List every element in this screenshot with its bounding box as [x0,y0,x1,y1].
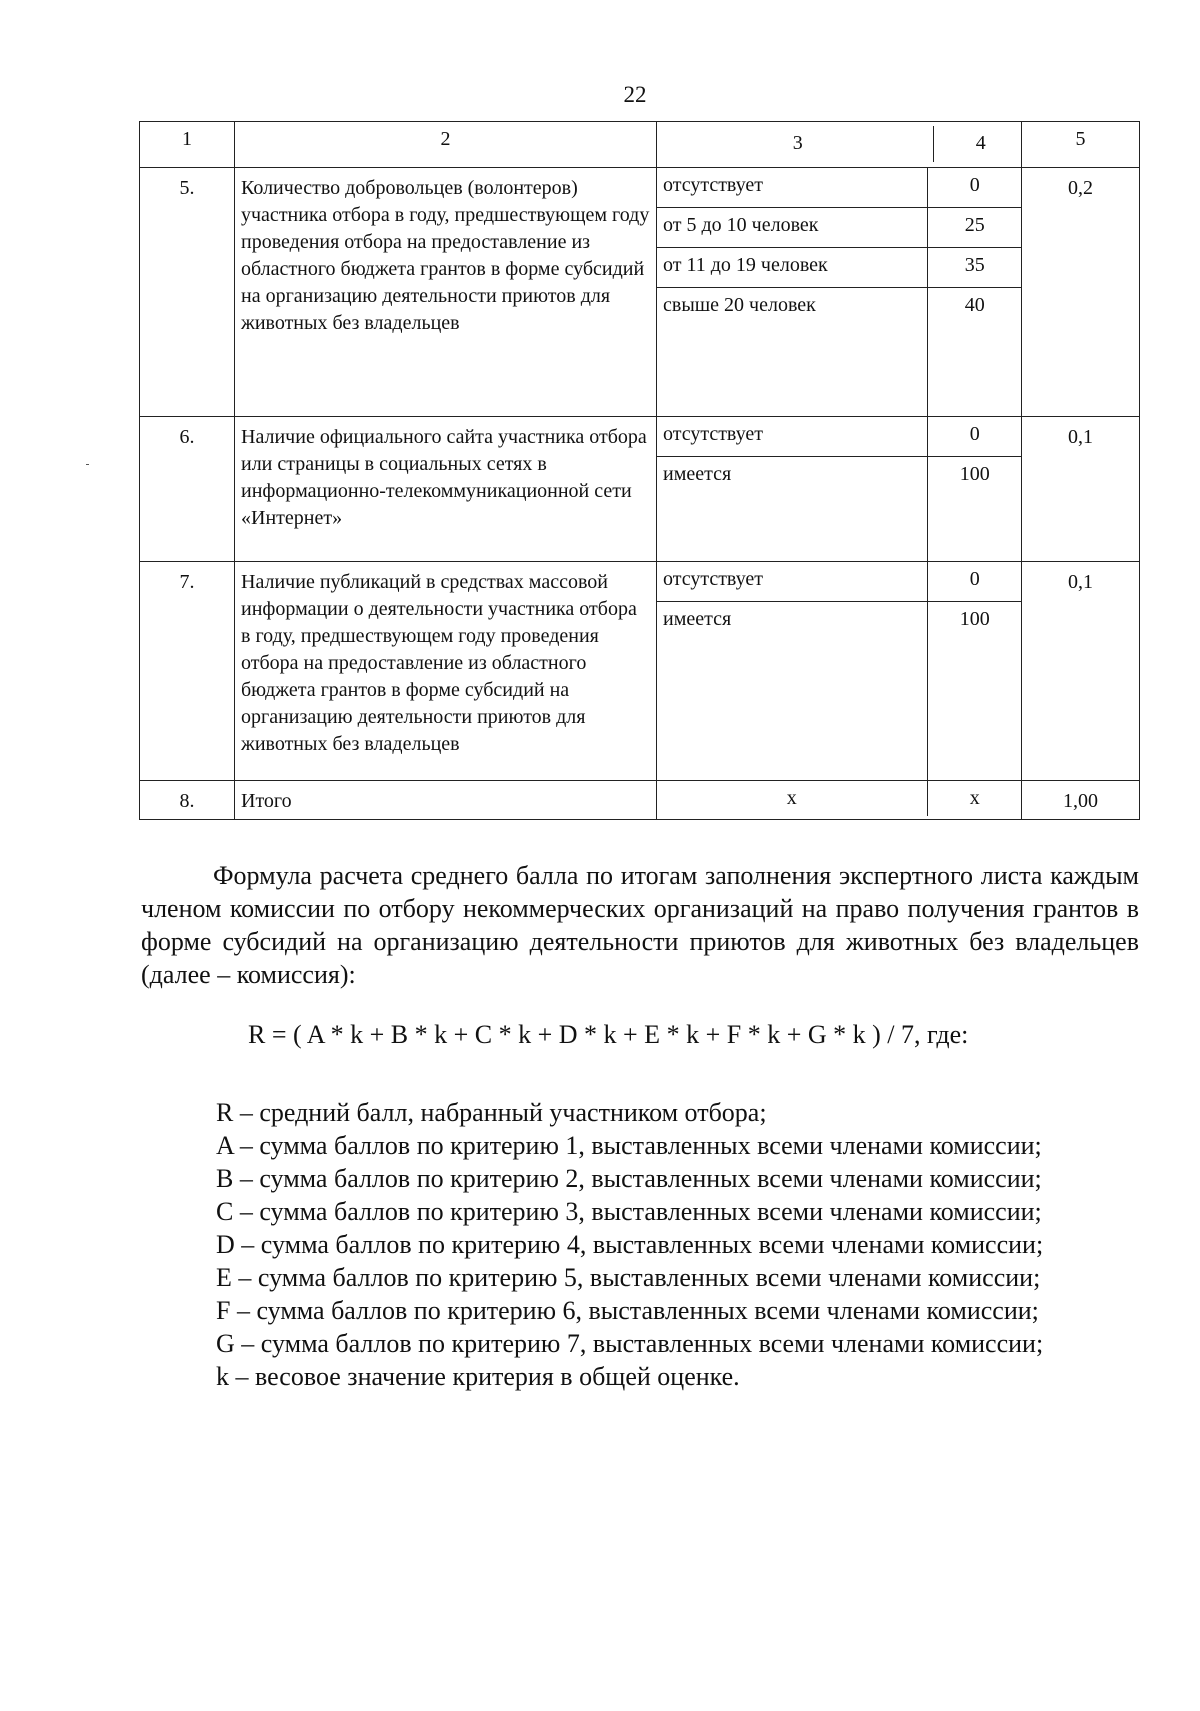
legend-item: F – сумма баллов по критерию 6, выставленных всеми членами комиссии; [216,1296,1039,1325]
legend-item: G – сумма баллов по критерию 7, выставленных всеми членами комиссии; [216,1329,1044,1358]
header-cell-1: 1 [140,122,235,168]
total-weight: 1,00 [1022,781,1140,820]
row-number: 7. [140,562,235,781]
option-score: 100 [959,463,990,485]
option-value: свыше 20 человек [657,288,927,417]
option-score: 35 [927,248,1022,288]
option-row [657,562,1022,602]
header-cell-4: 4 [975,132,986,154]
option-row [657,417,1022,457]
legend-item: R – средний балл, набранный участником отбора; [216,1098,767,1127]
legend-item: k – весовое значение критерия в общей оценке. [216,1362,740,1391]
options-cell [657,417,1022,562]
option-row [657,602,1022,781]
formula-legend [216,1096,1146,1393]
option-row [657,208,1022,248]
option-score: 0 [927,562,1022,602]
option-row [657,248,1022,288]
total-cells-3-4 [657,781,1022,820]
option-score: 0 [927,168,1022,208]
table-row [140,417,1140,562]
table-row [140,168,1140,417]
criteria-table [139,121,1140,820]
criterion-text: Наличие официального сайта участника отбора или страницы в социальных сетях в информационно-телекоммуникационной сети «Интернет» [235,417,657,562]
option-row [657,288,1022,417]
total-col3: х [657,781,927,816]
legend-item: B – сумма баллов по критерию 2, выставленных всеми членами комиссии; [216,1164,1042,1193]
row-number: 5. [140,168,235,417]
table-row [140,562,1140,781]
header-cell-2: 2 [235,122,657,168]
header-cells-3-4 [657,122,1022,168]
option-value: от 11 до 19 человек [657,248,927,288]
option-row [657,168,1022,208]
header-cell-3: 3 [663,126,933,162]
option-value: имеется [657,602,927,781]
row-number: 6. [140,417,235,562]
total-col4: х [969,787,980,809]
option-value: отсутствует [657,168,927,208]
total-row [140,781,1140,820]
weight-value: 0,1 [1022,417,1140,562]
scan-artifact-mark [86,464,89,465]
options-cell [657,562,1022,781]
option-score: 25 [927,208,1022,248]
option-score: 0 [927,417,1022,457]
formula: R = ( A * k + B * k + C * k + D * k + E * k + F * k + G * k ) / 7, где: [248,1020,969,1049]
row-number: 8. [140,781,235,820]
page-number: 22 [623,82,647,107]
option-score: 100 [959,608,990,630]
formula-intro-paragraph: Формула расчета среднего балла по итогам заполнения экспертного листа каждым членом комиссии по отбору некоммерческих организаций на право получения грантов в форме субсидий на организацию деятельности приютов для животных без владельцев (далее – комиссия): [141,861,1139,989]
option-row [657,457,1022,562]
option-value: имеется [657,457,927,562]
option-value: отсутствует [657,417,927,457]
legend-item: C – сумма баллов по критерию 3, выставленных всеми членами комиссии; [216,1197,1042,1226]
legend-item: E – сумма баллов по критерию 5, выставленных всеми членами комиссии; [216,1263,1041,1292]
table-header-row [140,122,1140,168]
criterion-text: Наличие публикаций в средствах массовой информации о деятельности участника отбора в году, предшествующем году проведения отбора на предоставление из областного бюджета грантов в форме субсидий на организацию деятельности приютов для животных без владельцев [235,562,657,781]
legend-item: A – сумма баллов по критерию 1, выставленных всеми членами комиссии; [216,1131,1042,1160]
option-value: отсутствует [657,562,927,602]
options-cell [657,168,1022,417]
criterion-text: Количество добровольцев (волонтеров) участника отбора в году, предшествующем году проведения отбора на предоставление из областного бюджета грантов в форме субсидий на организацию деятельности приютов для животных без владельцев [235,168,657,417]
weight-value: 0,2 [1022,168,1140,417]
weight-value: 0,1 [1022,562,1140,781]
legend-item: D – сумма баллов по критерию 4, выставленных всеми членами комиссии; [216,1230,1044,1259]
header-cell-5: 5 [1022,122,1140,168]
option-score: 40 [964,294,985,316]
total-label: Итого [235,781,657,820]
option-value: от 5 до 10 человек [657,208,927,248]
